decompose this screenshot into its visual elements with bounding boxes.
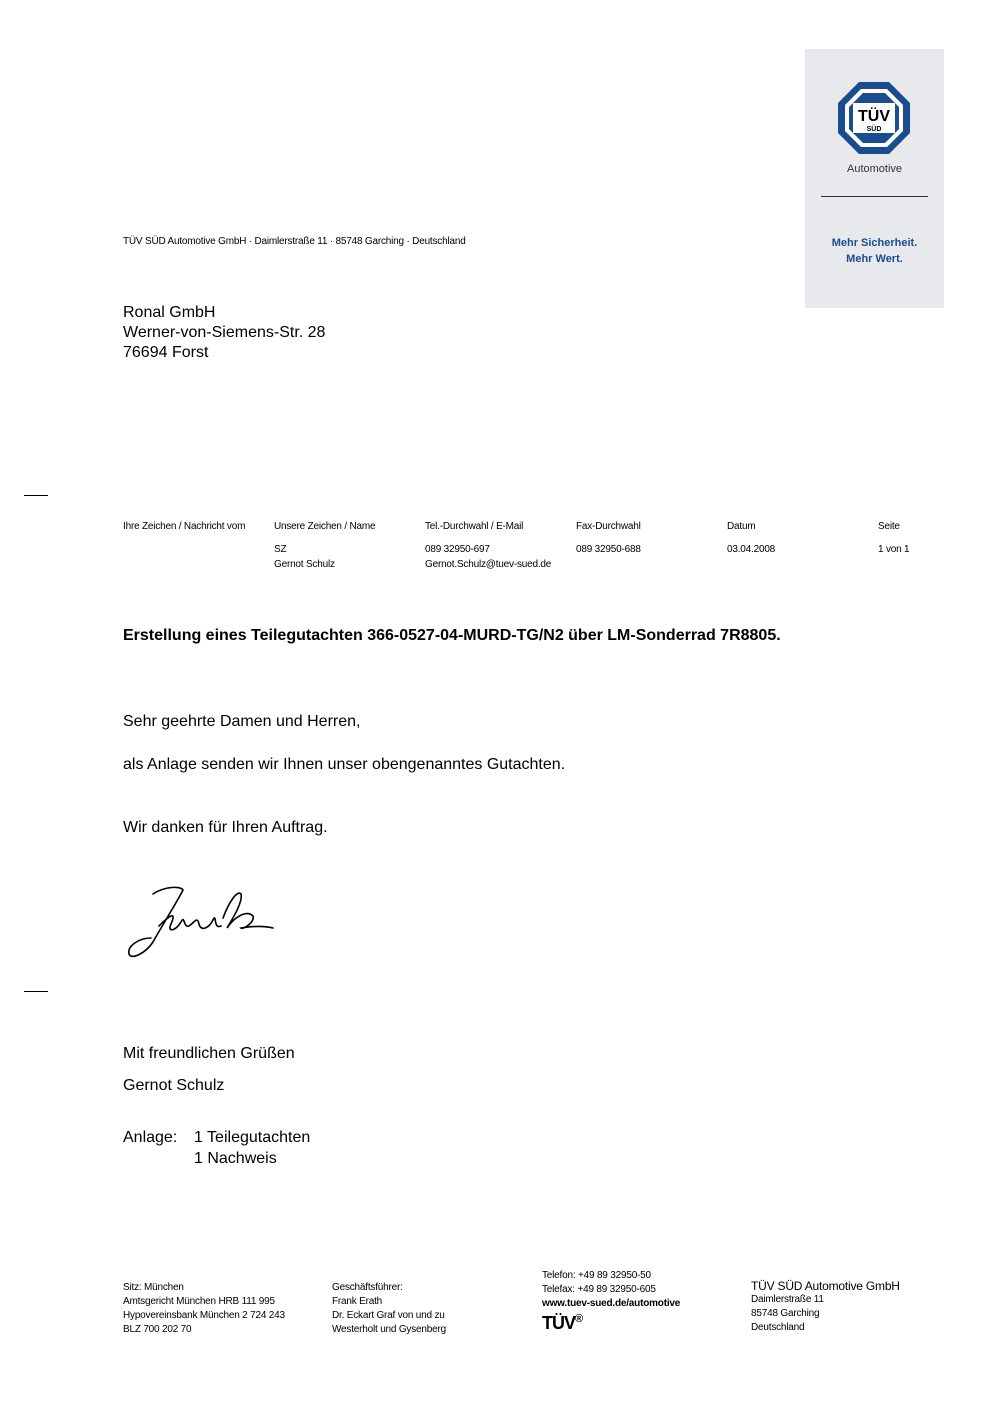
logo-brand-text: TÜV	[858, 108, 890, 125]
footer-management	[332, 1281, 446, 1337]
reference-column-our-ref	[274, 519, 375, 572]
slogan-line-2: Mehr Wert.	[846, 253, 903, 265]
reference-value: 089 32950-697	[425, 544, 490, 555]
logo-brand-small: SÜD	[866, 126, 882, 133]
reference-value: Gernot.Schulz@tuev-sued.de	[425, 559, 552, 570]
body-paragraph-2: Wir danken für Ihren Auftrag.	[123, 819, 328, 836]
footer-fax: Telefax: +49 89 32950-605	[542, 1284, 656, 1295]
fold-mark-bottom	[24, 991, 48, 992]
reference-column-page	[878, 519, 909, 557]
enclosure-item-2: 1 Nachweis	[194, 1150, 277, 1167]
footer-tuv-text: TÜV	[542, 1313, 575, 1333]
footer-line: Dr. Eckart Graf von und zu	[332, 1310, 445, 1321]
footer-country: Deutschland	[751, 1322, 805, 1333]
footer-line: Hypovereinsbank München 2 724 243	[123, 1310, 285, 1321]
logo-divider	[821, 196, 928, 197]
sender-address-line: TÜV SÜD Automotive GmbH · Daimlerstraße 11 · 85748 Garching · Deutschland	[123, 236, 466, 247]
footer-registration	[123, 1281, 285, 1337]
logo-subtitle: Automotive	[846, 163, 903, 175]
recipient-address	[123, 303, 325, 363]
body-paragraph-1: als Anlage senden wir Ihnen unser obengenanntes Gutachten.	[123, 756, 566, 773]
footer-line: BLZ 700 202 70	[123, 1324, 192, 1335]
footer-tuv-logo	[542, 1312, 680, 1333]
reference-column-your-ref	[123, 519, 245, 542]
enclosure-label: Anlage:	[123, 1129, 178, 1146]
footer-line: Sitz: München	[123, 1282, 184, 1293]
footer-company-name: TÜV SÜD Automotive GmbH	[751, 1279, 900, 1293]
logo-slogan	[805, 235, 944, 267]
reference-value: 1 von 1	[878, 544, 910, 555]
footer-website-link[interactable]: www.tuev-sued.de/automotive	[542, 1298, 681, 1309]
reference-column-date	[727, 519, 775, 557]
salutation: Sehr geehrte Damen und Herren,	[123, 713, 361, 730]
reference-column-fax	[576, 519, 641, 557]
footer-city: 85748 Garching	[751, 1308, 820, 1319]
reference-value: 03.04.2008	[727, 544, 776, 555]
reference-label: Unsere Zeichen / Name	[274, 521, 376, 532]
footer-line: Westerholt und Gysenberg	[332, 1324, 446, 1335]
fold-mark-top	[24, 495, 48, 496]
reference-label: Ihre Zeichen / Nachricht vom	[123, 521, 246, 532]
footer-phone: Telefon: +49 89 32950-50	[542, 1270, 651, 1281]
recipient-city: 76694 Forst	[123, 344, 209, 361]
recipient-name: Ronal GmbH	[123, 304, 216, 321]
recipient-street: Werner-von-Siemens-Str. 28	[123, 324, 326, 341]
tuv-octagon-logo	[837, 81, 911, 155]
reference-value: 089 32950-688	[576, 544, 641, 555]
reference-label: Datum	[727, 521, 756, 532]
footer-contact	[542, 1269, 681, 1333]
reference-column-phone-email	[425, 519, 551, 572]
reference-value: Gernot Schulz	[274, 559, 335, 570]
signer-name: Gernot Schulz	[123, 1077, 225, 1094]
footer-line: Geschäftsführer:	[332, 1282, 403, 1293]
logo-block	[805, 49, 944, 308]
letter-subject: Erstellung eines Teilegutachten 366-0527-04-MURD-TG/N2 über LM-Sonderrad 7R8805.	[123, 627, 781, 644]
footer-registered-mark: ®	[575, 1313, 583, 1325]
reference-label: Fax-Durchwahl	[576, 521, 641, 532]
enclosure	[123, 1127, 310, 1169]
enclosure-item-1: 1 Teilegutachten	[194, 1129, 311, 1146]
footer-company-address	[751, 1279, 900, 1335]
reference-label: Tel.-Durchwahl / E-Mail	[425, 521, 524, 532]
handwritten-signature	[123, 880, 283, 965]
closing: Mit freundlichen Grüßen	[123, 1045, 295, 1062]
footer-street: Daimlerstraße 11	[751, 1294, 824, 1305]
footer-line: Frank Erath	[332, 1296, 383, 1307]
slogan-line-1: Mehr Sicherheit.	[831, 237, 918, 249]
reference-label: Seite	[878, 521, 900, 532]
footer-line: Amtsgericht München HRB 111 995	[123, 1296, 275, 1307]
reference-value: SZ	[274, 544, 287, 555]
